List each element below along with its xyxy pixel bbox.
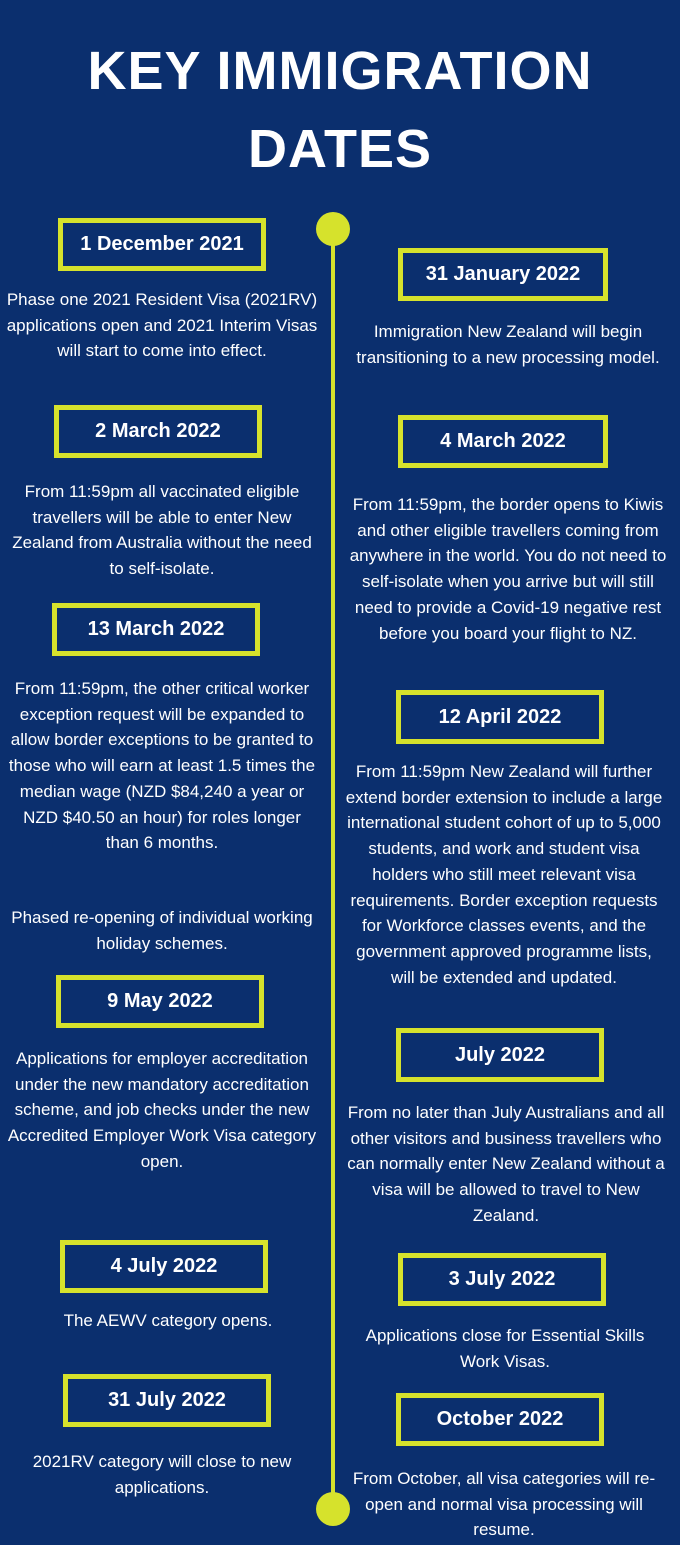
date-box-4-march-2022: 4 March 2022 — [398, 415, 608, 468]
page-title-line-1: KEY IMMIGRATION — [87, 41, 593, 101]
date-box-13-march-2022: 13 March 2022 — [52, 603, 260, 656]
event-description-july-2022: From no later than July Australians and all other visitors and business travellers who can normally enter New Zealand without a visa will be allowed to travel to New Zealand. — [347, 1103, 665, 1225]
date-box-october-2022: October 2022 — [396, 1393, 604, 1446]
date-box-4-july-2022: 4 July 2022 — [60, 1240, 268, 1293]
event-description-9-may-2022: Applications for employer accreditation under the new mandatory accreditation scheme, and job checks under the new Accredited Employer Work Visa category open. — [7, 1049, 317, 1171]
date-box-12-april-2022: 12 April 2022 — [396, 690, 604, 744]
event-description-october-2022: From October, all visa categories will re-open and normal visa processing will resume. — [352, 1469, 656, 1540]
timeline-start-dot — [316, 212, 350, 246]
date-box-july-2022: July 2022 — [396, 1028, 604, 1082]
event-description-2-march-2022: From 11:59pm all vaccinated eligible travellers will be able to enter New Zealand from Australia without the need to self-isolate. — [12, 482, 312, 579]
event-description-4-march-2022: From 11:59pm, the border opens to Kiwis and other eligible travellers coming from anywhere in the world. You do not need to self-isolate when you arrive but will still need to provide a Covid-19 negative rest before you board your flight to NZ. — [349, 495, 667, 643]
event-description-1-december-2021: Phase one 2021 Resident Visa (2021RV) applications open and 2021 Interim Visas will start to come into effect. — [6, 290, 318, 361]
event-description-31-january-2022: Immigration New Zealand will begin transitioning to a new processing model. — [356, 322, 660, 367]
date-box-31-january-2022: 31 January 2022 — [398, 248, 608, 301]
event-description-4-july-2022: The AEWV category opens. — [63, 1311, 273, 1330]
date-box-9-may-2022: 9 May 2022 — [56, 975, 264, 1028]
date-box-1-december-2021: 1 December 2021 — [58, 218, 266, 271]
page-title-line-2: DATES — [247, 119, 432, 179]
event-description-13-march-2022: From 11:59pm, the other critical worker exception request will be expanded to allow border exceptions to be granted to those who will earn at least 1.5 times the median wage (NZD $84,240 a year or NZD $40.50 an hour) for roles longer than 6 months. — [8, 679, 316, 853]
event-description-working-holiday: Phased re-opening of individual working holiday schemes. — [11, 908, 313, 953]
event-description-12-april-2022: From 11:59pm New Zealand will further extend border extension to include a large international student cohort of up to 5,000 students, and work and student visa holders who still meet relevant visa requirements. Border exception requests for Workforce classes events, and the government approved programme lists, will be extended and updated. — [345, 762, 663, 987]
date-box-3-july-2022: 3 July 2022 — [398, 1253, 606, 1306]
event-description-3-july-2022: Applications close for Essential Skills Work Visas. — [365, 1326, 645, 1371]
timeline-end-dot — [316, 1492, 350, 1526]
date-box-31-july-2022: 31 July 2022 — [63, 1374, 271, 1427]
date-box-2-march-2022: 2 March 2022 — [54, 405, 262, 458]
event-description-31-july-2022: 2021RV category will close to new applications. — [32, 1452, 292, 1497]
timeline-line — [331, 228, 335, 1508]
